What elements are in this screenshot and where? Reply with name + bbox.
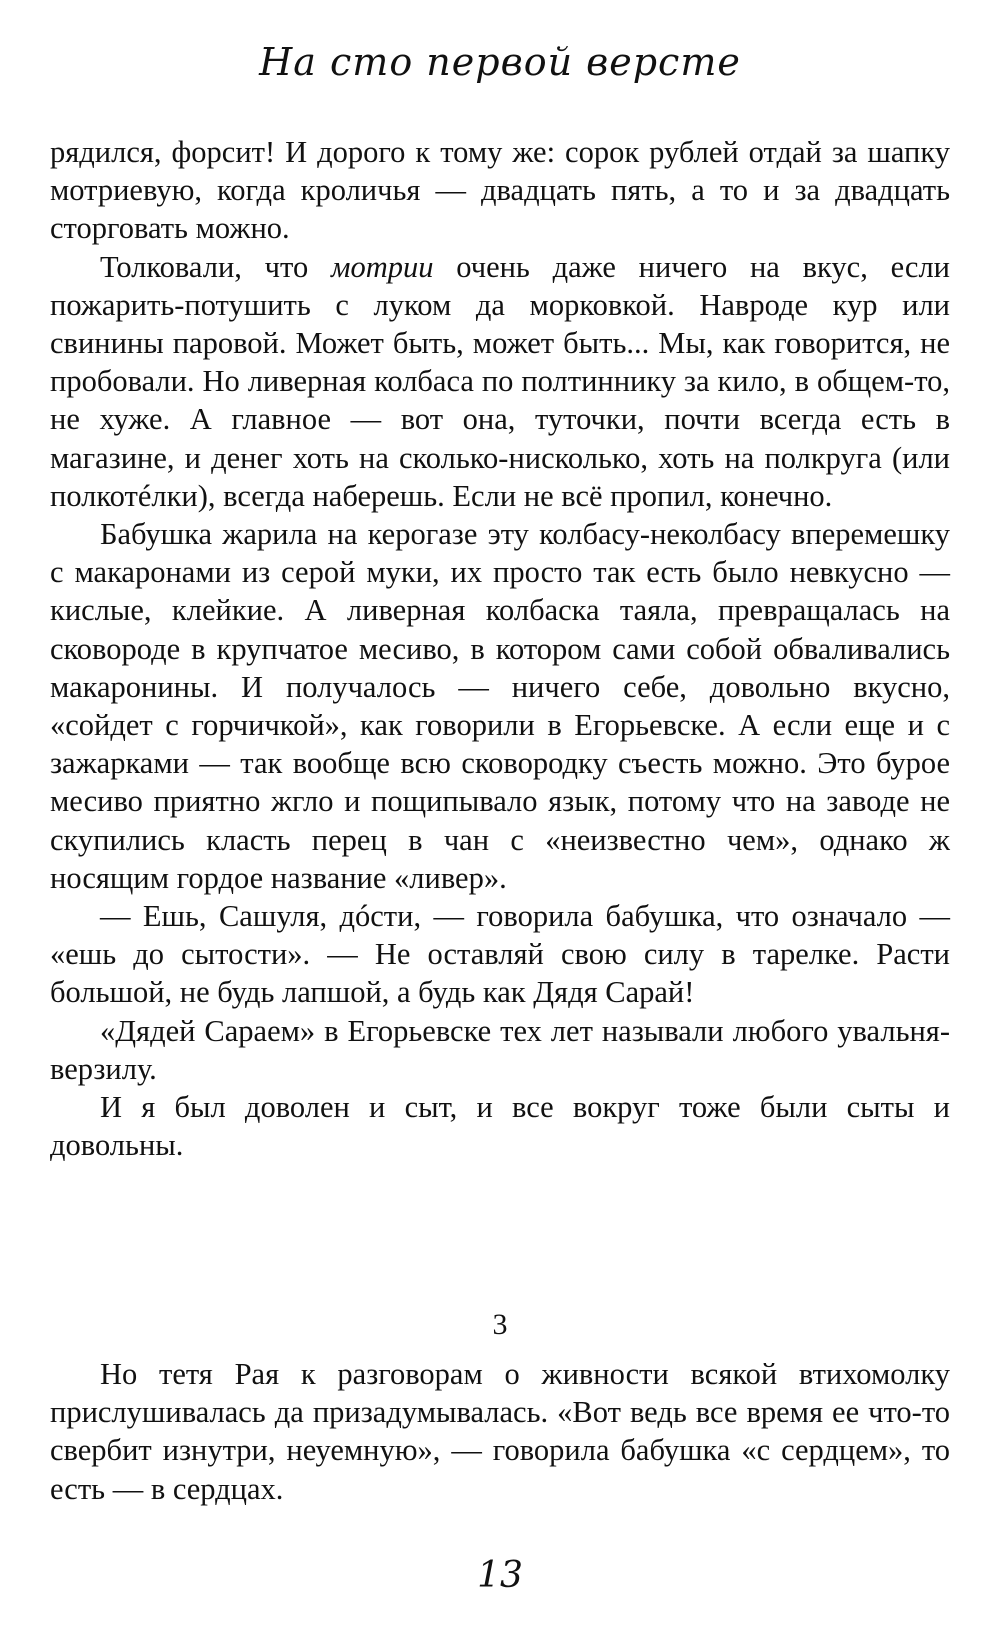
italic-word: мотрии: [330, 249, 434, 284]
paragraph-1: рядился, форсит! И дорого к тому же: сорок рублей отдай за шапку мотриевую, когда кроличья — двадцать пять, а то и за двадцать сторговать можно.: [50, 135, 950, 246]
main-text: [50, 133, 950, 1164]
paragraph-3: Бабушка жарила на керогазе эту колбасу-неколбасу вперемешку с макаронами из серой муки, их просто так есть было невкусно — кислые, клейкие. А ливерная колбаска таяла, превращалась на сковороде в крупчатое месиво, в котором сами собой обваливались макаронины. И получалось — ничего себе, довольно вкусно, «сойдет с горчичкой», как говорили в Егорьевске. А если еще и с зажарками — так вообще всю сковородку съесть можно. Это бурое месиво приятно жгло и пощипывало язык, потому что на заводе не скупились класть перец в чан с «неизвестно чем», однако ж носящим гордое название «ливер».: [50, 517, 950, 895]
paragraph-6: И я был доволен и сыт, и все вокруг тоже были сыты и довольны.: [50, 1090, 950, 1163]
paragraph-4: — Ешь, Сашуля, дóсти, — говорила бабушка, что означало — «ешь до сытости». — Не оставляй свою силу в тарелке. Расти большой, не будь лапшой, а будь как Дядя Сарай!: [50, 899, 950, 1010]
running-head: На сто первой версте: [259, 40, 741, 84]
paragraph-2: Толковали, что мотрии очень даже ничего на вкус, если пожарить-потушить с луком да морковкой. Навроде кур или свинины паровой. Может быть, может быть... Мы, как говорится, не пробовали. Но ливерная колбаса по полтиннику за кило, в общем-то, не хуже. А главное — вот она, туточки, почти всегда есть в магазине, и денег хоть на сколько-нисколько, хоть на полкруга (или полкотéлки), всегда наберешь. Если не всё пропил, конечно.: [50, 249, 950, 513]
page-number: 13: [477, 1555, 523, 1596]
section-text: [50, 1355, 950, 1508]
section-paragraph-1: Но тетя Рая к разговорам о живности всякой втихомолку прислушивалась да призадумывалась. «Вот ведь все время ее что-то свербит изнутри, неуемную», — говорила бабушка «с сердцем», то есть — в сердцах.: [50, 1357, 950, 1506]
paragraph-5: «Дядей Сараем» в Егорьевске тех лет называли любого увальня-верзилу.: [50, 1013, 950, 1086]
section-number: 3: [492, 1308, 508, 1341]
